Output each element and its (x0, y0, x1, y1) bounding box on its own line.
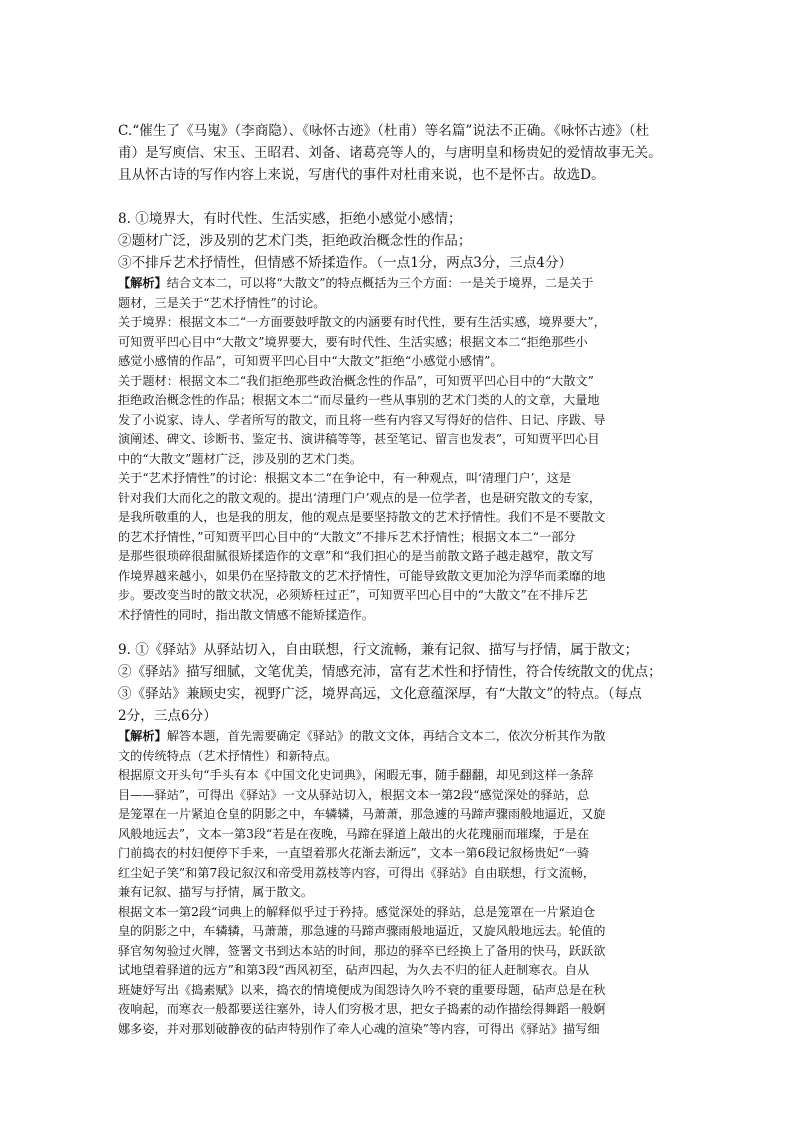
q8-analysis-line: 的艺术抒情性，”可知贾平凹心目中的“大散文”不排斥艺术抒情性；根据文本二“一部分 (118, 529, 576, 544)
q8-analysis-line: 是那些很琐碎很甜腻很矫揉造作的文章”和“我们担心的是当前散文路子越走越窄，散文写 (118, 549, 594, 563)
analysis-tag: 【解析】 (118, 276, 167, 290)
q8-analysis-line: 发了小说家、诗人、学者所写的散文，而且将一些有内容又写得好的信件、日记、序跋、导 (118, 412, 606, 427)
q9-analysis-line: 【解析】解答本题，首先需要确定《驿站》的散文文体，再结合文本二，依次分析其作为散 (118, 729, 606, 743)
q8-answer-line: ③不排斥艺术抒情性，但情感不矫揉造作。（一点1分，两点3分，三点4分） (118, 255, 573, 271)
q9-analysis-line: 根据文本一第2段“词典上的解释似乎过于矜持。感觉深处的驿站，总是笼罩在一片紧迫仓 (118, 904, 596, 919)
q8-analysis-line: 拒绝政治概念性的作品；根据文本二“而尽量约一些从事别的艺术门类的人的文章，大量地 (118, 393, 600, 407)
q8-analysis-line: 感觉小感情的作品”，可知贾平凹心目中“大散文”拒绝“小感觉小感情”。 (118, 354, 503, 368)
q8-analysis-line: 针对我们大而化之的散文观的。提出‘清理门户’观点的是一位学者，也是研究散文的专家， (118, 490, 602, 505)
q9-analysis-line: 门前捣衣的村妇便停下手来，一直望着那火花渐去渐远”，文本一第6段记叙杨贵妃“一骑 (118, 846, 590, 860)
q8-analysis-line: 关于题材：根据文本二“我们拒绝那些政治概念性的作品”，可知贾平凹心目中的“大散文” (118, 373, 594, 388)
q9-analysis-line: 娜多姿，并对那划破静夜的砧声特别作了牵人心魂的渲染”等内容，可得出《驿站》描写细 (118, 1021, 600, 1036)
q9-analysis-line: 驿官匆匆验过火牌，签署文书到达本站的时间，那边的驿卒已经换上了备用的快马，跃跃欲 (118, 943, 606, 958)
q9-analysis-line: 兼有记叙、描写与抒情，属于散文。 (118, 885, 313, 899)
q8-analysis-line: 中的“大散文”题材广泛，涉及别的艺术门类。 (118, 451, 363, 466)
analysis-tag: 【解析】 (118, 729, 167, 743)
q9-analysis-line: 皇的阴影之中，车辚辚，马萧萧，那急遽的马蹄声骤雨般地逼近，又旋风般地远去。轮值的 (118, 924, 606, 938)
document-page (118, 120, 684, 1039)
q9-analysis-line: 风般地远去”，文本一第3段“若是在夜晚，马蹄在驿道上敲出的火花瑰丽而璀璨，于是在 (118, 826, 590, 841)
q9-analysis-line: 班婕妤写出《捣素赋》以来，捣衣的情境便成为闺怨诗久吟不衰的重要母题，砧声总是在秋 (118, 982, 606, 997)
q8-analysis-line: 可知贾平凹心目中“大散文”境界要大，要有时代性、生活实感；根据文本二“拒绝那些小 (118, 334, 588, 349)
q9-answer-line: 9. ①《驿站》从驿站切入，自由联想，行文流畅，兼有记叙、描写与抒情，属于散文； (118, 642, 639, 658)
paragraph-line: 且从怀古诗的写作内容上来说，写唐代的事件对杜甫来说，也不是怀古。故选D。 (118, 167, 605, 183)
question-9-section (118, 639, 684, 1039)
question-8-section (118, 208, 684, 625)
q8-answer-line: 8. ①境界大，有时代性、生活实感，拒绝小感觉小感情； (118, 211, 462, 227)
answer-block-c (118, 120, 684, 186)
q9-analysis-line: 目——驿站”，可得出《驿站》一文从驿站切入，根据文本一第2段“感觉深处的驿站，总 (118, 787, 590, 802)
q9-answer-line: ②《驿站》描写细腻，文笔优美，情感充沛，富有艺术性和抒情性，符合传统散文的优点； (118, 664, 662, 680)
q8-analysis-line: 作境界越来越小，如果仍在坚持散文的艺术抒情性，可能导致散文更加沦为浮华而柔靡的地 (118, 568, 606, 583)
q8-analysis-line: 步。要改变当时的散文状况，必须矫枉过正”，可知贾平凹心目中的“大散文”在不排斥艺 (118, 588, 588, 602)
q9-analysis-line: 是笼罩在一片紧迫仓皇的阴影之中，车辚辚，马萧萧，那急遽的马蹄声骤雨般地逼近，又旋 (118, 807, 606, 821)
q8-analysis-line: 术抒情性的同时，指出散文情感不能矫揉造作。 (118, 607, 374, 622)
q9-analysis-line: 根据原文开头句“手头有本《中国文化史词典》，闲暇无事，随手翻翻，却见到这样一条辞 (118, 768, 594, 782)
q9-analysis-line: 文的传统特点（艺术抒情性）和新特点。 (118, 748, 338, 763)
q8-analysis-line: 【解析】结合文本二，可以将“大散文”的特点概括为三个方面：一是关于境界，二是关于 (118, 276, 594, 290)
q9-answer-line: ③《驿站》兼顾史实，视野广泛，境界高远，文化意蕴深厚，有“大散文”的特点。（每点 (118, 686, 642, 702)
q8-analysis-line: 题材，三是关于“艺术抒情性”的讨论。 (118, 295, 326, 310)
paragraph-line: C.“催生了《马嵬》（李商隐）、《咏怀古迹》（杜甫）等名篇”说法不正确。《咏怀古迹》（杜 (118, 123, 650, 139)
q9-analysis-line: 夜响起，而寒衣一般都要送往塞外，诗人们穷极才思，把女子捣素的动作描绘得舞蹈一般婀 (118, 1002, 606, 1016)
q8-answer-line: ②题材广泛，涉及别的艺术门类，拒绝政治概念性的作品； (118, 233, 472, 249)
q8-analysis-line: 演阐述、碑文、诊断书、鉴定书、演讲稿等等，甚至笔记、留言也发表”，可知贾平凹心目 (118, 432, 600, 446)
q8-analysis-line: 是我所敬重的人，也是我的朋友，他的观点是要坚持散文的艺术抒情性。我们不是不要散文 (118, 510, 606, 524)
q8-analysis-line: 关于“艺术抒情性”的讨论：根据文本二“在争论中，有一种观点，叫‘清理门户’，这是 (118, 471, 572, 485)
q8-analysis-line: 关于境界：根据文本二“一方面要鼓呼散文的内涵要有时代性，要有生活实感，境界要大”， (118, 315, 606, 329)
q9-analysis-line: 红尘妃子笑”和第7段记叙汉和帝受用荔枝等内容，可得出《驿站》自由联想，行文流畅， (118, 865, 596, 880)
q9-analysis-line: 试地望着驿道的远方”和第3段“西风初至，砧声四起，为久去不归的征人赶制寒衣。自从 (118, 963, 590, 977)
q9-answer-line: 2分，三点6分） (118, 708, 217, 724)
paragraph-line: 甫）是写庾信、宋玉、王昭君、刘备、诸葛亮等人的，与唐明皇和杨贵妃的爱情故事无关。 (118, 145, 662, 161)
